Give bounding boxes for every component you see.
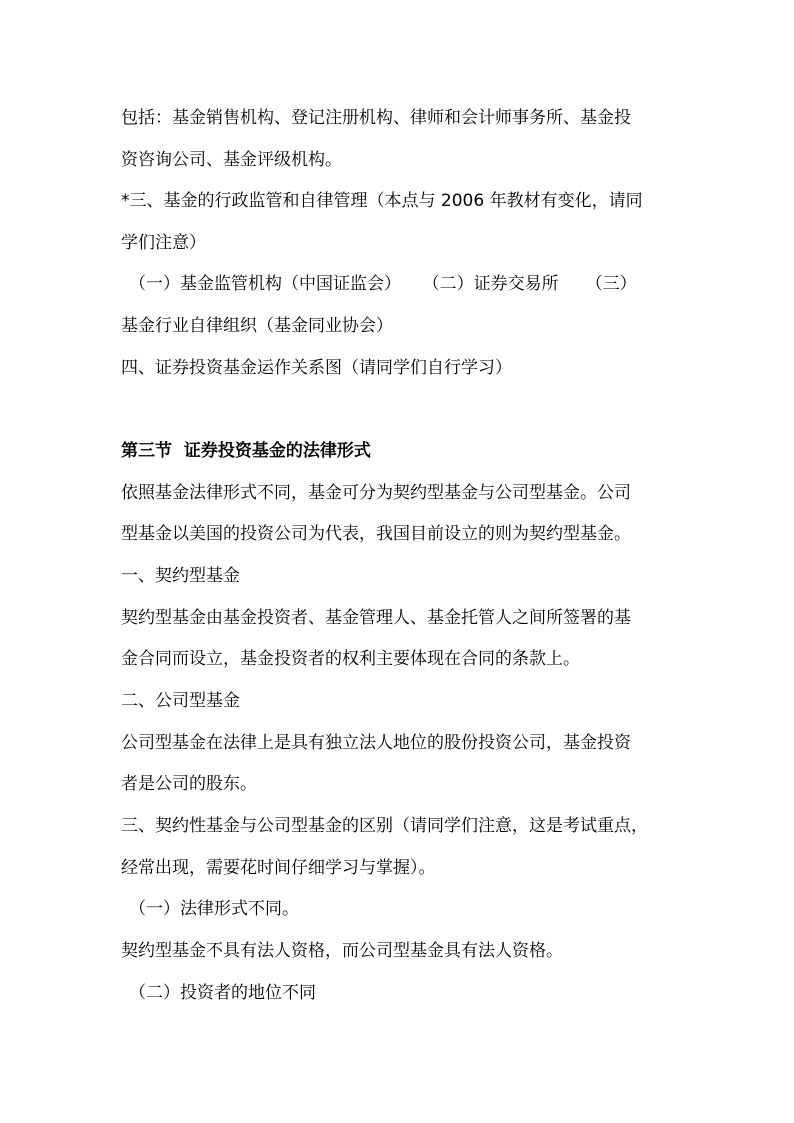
paragraph-line: 包括：基金销售机构、登记注册机构、律师和会计师事务所、基金投 <box>121 108 631 128</box>
paragraph-line: 经常出现，需要花时间仔细学习与掌握）。 <box>121 858 436 878</box>
paragraph-line: 资咨询公司、基金评级机构。 <box>121 150 342 170</box>
subheading-line: 一、契约型基金 <box>121 566 240 586</box>
paragraph-line: （一）基金监管机构（中国证监会） （二）证券交易所 （三） <box>129 274 637 294</box>
paragraph-line: 四、证券投资基金运作关系图（请同学们自行学习） <box>121 358 512 378</box>
paragraph-line: 者是公司的股东。 <box>121 774 257 794</box>
paragraph-line: *三、基金的行政监管和自律管理（本点与 2006 年教材有变化，请同 <box>121 191 643 211</box>
subheading-line: （一）法律形式不同。 <box>129 899 299 919</box>
paragraph-line: 金合同而设立，基金投资者的权利主要体现在合同的条款上。 <box>121 649 580 669</box>
paragraph-line: 契约型基金由基金投资者、基金管理人、基金托管人之间所签署的基 <box>121 608 631 628</box>
paragraph-line: 型基金以美国的投资公司为代表，我国目前设立的则为契约型基金。 <box>121 524 631 544</box>
subheading-line: 二、公司型基金 <box>121 691 240 711</box>
subheading-line: （二）投资者的地位不同 <box>129 983 316 1003</box>
paragraph-line: 学们注意） <box>121 233 206 253</box>
paragraph-line: 依照基金法律形式不同，基金可分为契约型基金与公司型基金。公司 <box>121 483 631 503</box>
section-heading: 第三节 证券投资基金的法律形式 <box>121 441 371 461</box>
paragraph-line: 契约型基金不具有法人资格，而公司型基金具有法人资格。 <box>121 941 563 961</box>
paragraph-line: 公司型基金在法律上是具有独立法人地位的股份投资公司，基金投资 <box>121 733 631 753</box>
paragraph-line: 三、契约性基金与公司型基金的区别（请同学们注意，这是考试重点， <box>121 816 648 836</box>
paragraph-line: 基金行业自律组织（基金同业协会） <box>121 316 393 336</box>
